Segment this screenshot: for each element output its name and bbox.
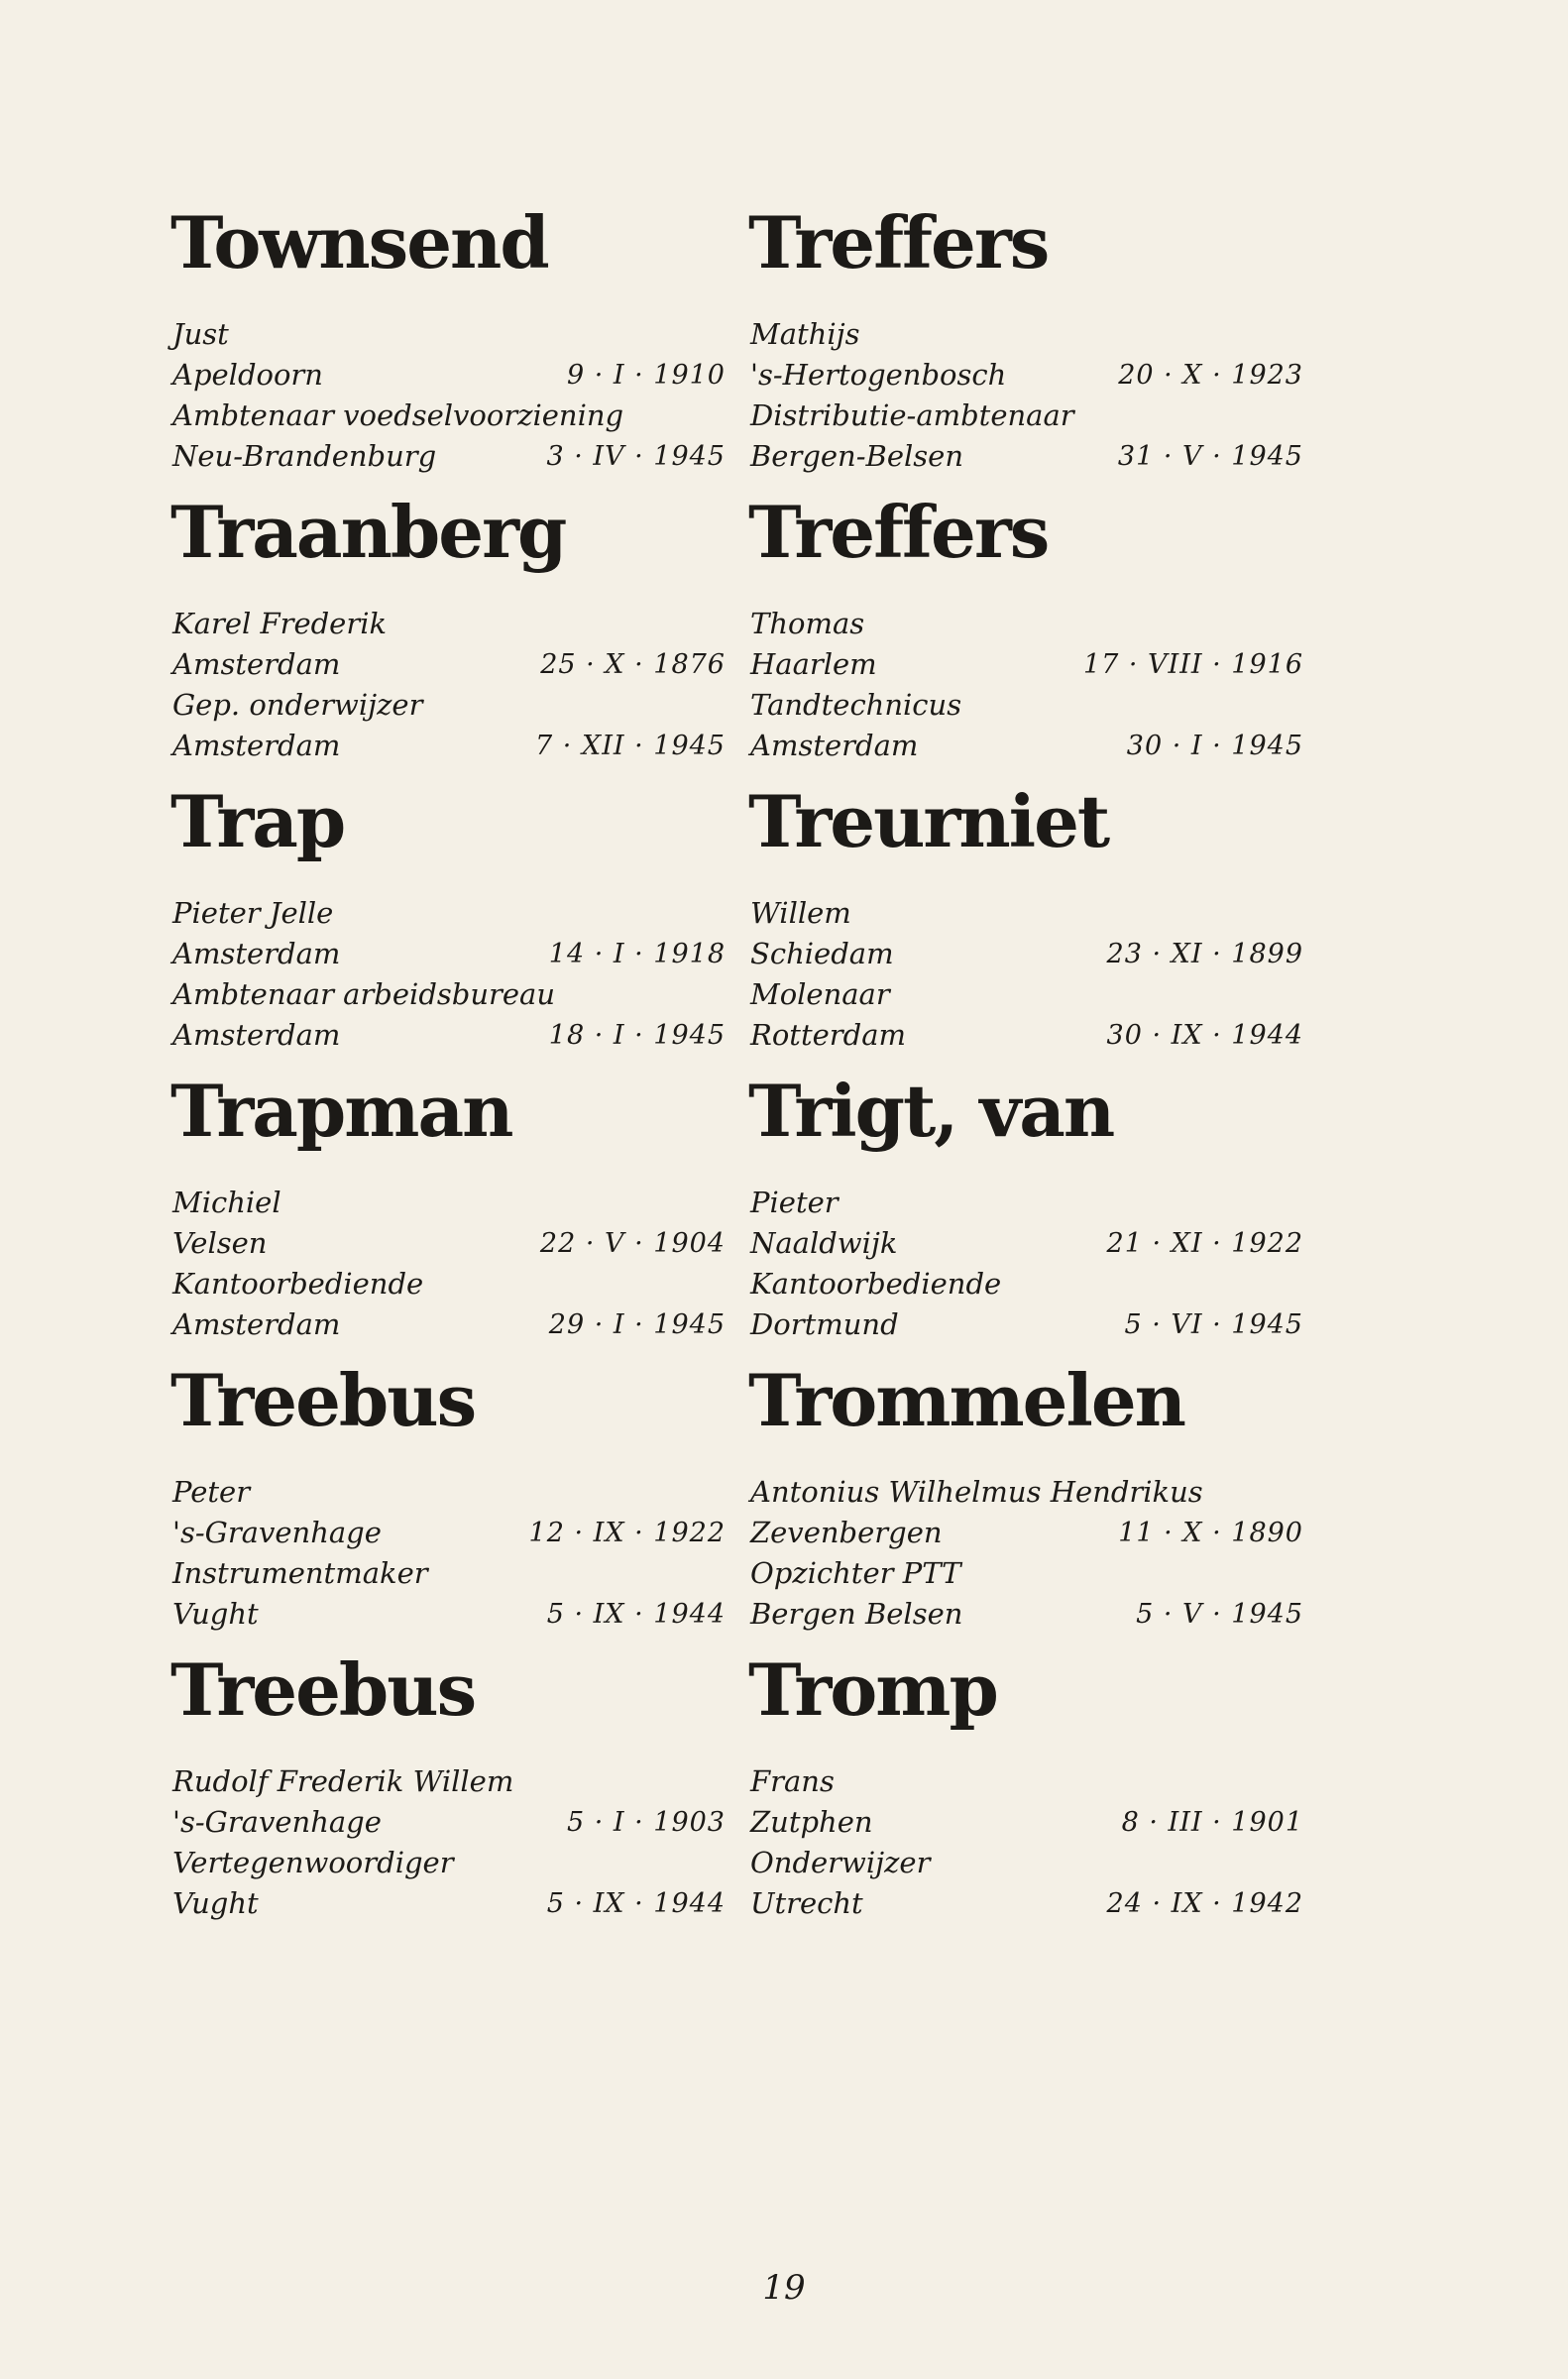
- name-entry: [170, 483, 726, 772]
- death-place: Bergen-Belsen: [750, 439, 964, 473]
- death-place: Amsterdam: [172, 1307, 341, 1341]
- death-date: 31 · V · 1945: [1117, 441, 1303, 472]
- occupation: Molenaar: [750, 977, 890, 1011]
- occupation-row: [748, 685, 1303, 726]
- birth-date: 14 · I · 1918: [548, 939, 726, 969]
- surname-heading: Traanberg: [170, 490, 566, 574]
- first-names: Michiel: [172, 1186, 281, 1219]
- first-names-row: [170, 1472, 726, 1513]
- occupation-row: [748, 1843, 1303, 1883]
- death-date: 18 · I · 1945: [548, 1020, 726, 1051]
- birth-row: [170, 934, 726, 974]
- death-row: [170, 436, 726, 477]
- occupation-row: [170, 974, 726, 1015]
- death-row: [748, 1594, 1303, 1635]
- birth-date: 11 · X · 1890: [1118, 1518, 1303, 1548]
- death-date: 3 · IV · 1945: [546, 441, 726, 472]
- occupation: Tandtechnicus: [750, 688, 962, 722]
- birth-date: 23 · XI · 1899: [1106, 939, 1303, 969]
- birth-date: 25 · X · 1876: [540, 649, 726, 680]
- occupation: Distributie-ambtenaar: [750, 398, 1074, 432]
- death-row: [748, 726, 1303, 766]
- death-place: Vught: [172, 1597, 259, 1631]
- birth-date: 17 · VIII · 1916: [1082, 649, 1303, 680]
- occupation: Instrumentmaker: [172, 1556, 428, 1590]
- birth-place: 's-Gravenhage: [172, 1516, 382, 1549]
- death-date: 30 · IX · 1944: [1106, 1020, 1303, 1051]
- name-entry: [748, 1641, 1303, 1930]
- first-names: Willem: [750, 896, 851, 930]
- first-names: Just: [172, 317, 229, 351]
- first-names-row: [748, 1761, 1303, 1802]
- death-place: Neu-Brandenburg: [172, 439, 437, 473]
- first-names: Rudolf Frederik Willem: [172, 1764, 514, 1798]
- entry-details: [748, 1761, 1303, 1924]
- birth-row: [748, 355, 1303, 396]
- first-names-row: [170, 314, 726, 355]
- entry-details: [170, 604, 726, 766]
- surname-heading: Treffers: [748, 200, 1049, 284]
- surname-heading: Townsend: [170, 200, 548, 284]
- occupation-row: [170, 396, 726, 436]
- birth-place: Apeldoorn: [172, 358, 323, 392]
- entry-details: [748, 314, 1303, 477]
- birth-row: [748, 1802, 1303, 1843]
- birth-place: Amsterdam: [172, 937, 341, 970]
- first-names-row: [748, 893, 1303, 934]
- first-names-row: [748, 314, 1303, 355]
- name-entry: [170, 1351, 726, 1641]
- death-date: 5 · IX · 1944: [546, 1599, 726, 1630]
- death-place: Amsterdam: [172, 729, 341, 762]
- death-row: [748, 1883, 1303, 1924]
- name-entry: [170, 1641, 726, 1930]
- occupation-row: [748, 974, 1303, 1015]
- birth-row: [170, 1802, 726, 1843]
- birth-row: [170, 355, 726, 396]
- death-place: Vught: [172, 1886, 259, 1920]
- occupation: Ambtenaar voedselvoorziening: [172, 398, 624, 432]
- birth-row: [748, 934, 1303, 974]
- entry-details: [170, 893, 726, 1056]
- surname-heading: Treurniet: [748, 779, 1109, 863]
- death-date: 7 · XII · 1945: [535, 731, 726, 761]
- birth-place: Schiedam: [750, 937, 894, 970]
- entry-details: [748, 1183, 1303, 1345]
- first-names-row: [748, 604, 1303, 644]
- death-place: Rotterdam: [750, 1018, 906, 1052]
- occupation: Onderwijzer: [750, 1846, 931, 1879]
- occupation-row: [748, 1264, 1303, 1304]
- surname-heading: Tromp: [748, 1647, 997, 1732]
- birth-row: [170, 1513, 726, 1553]
- birth-row: [170, 644, 726, 685]
- birth-date: 21 · XI · 1922: [1106, 1228, 1303, 1259]
- first-names-row: [170, 1761, 726, 1802]
- death-row: [748, 1304, 1303, 1345]
- death-date: 30 · I · 1945: [1126, 731, 1303, 761]
- name-entry: [748, 772, 1303, 1062]
- death-date: 5 · V · 1945: [1136, 1599, 1303, 1630]
- occupation-row: [748, 1553, 1303, 1594]
- name-entry: [170, 193, 726, 483]
- first-names: Frans: [750, 1764, 835, 1798]
- first-names: Mathijs: [750, 317, 860, 351]
- death-row: [748, 436, 1303, 477]
- birth-place: 's-Hertogenbosch: [750, 358, 1007, 392]
- first-names-row: [170, 1183, 726, 1223]
- death-row: [748, 1015, 1303, 1056]
- occupation: Kantoorbediende: [172, 1267, 424, 1301]
- birth-place: Haarlem: [750, 647, 877, 681]
- first-names-row: [748, 1472, 1303, 1513]
- birth-date: 22 · V · 1904: [539, 1228, 726, 1259]
- right-column: [748, 193, 1303, 1930]
- first-names: Pieter Jelle: [172, 896, 334, 930]
- occupation: Kantoorbediende: [750, 1267, 1002, 1301]
- first-names: Thomas: [750, 607, 865, 640]
- occupation: Opzichter PTT: [750, 1556, 961, 1590]
- birth-place: Velsen: [172, 1226, 268, 1260]
- first-names: Karel Frederik: [172, 607, 388, 640]
- death-place: Dortmund: [750, 1307, 899, 1341]
- death-date: 29 · I · 1945: [548, 1309, 726, 1340]
- name-entry: [170, 772, 726, 1062]
- death-row: [170, 1883, 726, 1924]
- entry-details: [170, 1183, 726, 1345]
- birth-place: Zevenbergen: [750, 1516, 943, 1549]
- entry-details: [748, 893, 1303, 1056]
- entry-details: [170, 314, 726, 477]
- death-place: Amsterdam: [750, 729, 919, 762]
- surname-heading: Trigt, van: [748, 1069, 1114, 1153]
- death-date: 24 · IX · 1942: [1106, 1888, 1303, 1919]
- occupation-row: [748, 396, 1303, 436]
- birth-place: Zutphen: [750, 1805, 873, 1839]
- death-row: [170, 1304, 726, 1345]
- first-names-row: [748, 1183, 1303, 1223]
- name-entry: [748, 483, 1303, 772]
- birth-row: [748, 1513, 1303, 1553]
- first-names: Peter: [172, 1475, 251, 1509]
- surname-heading: Trap: [170, 779, 345, 863]
- entry-details: [748, 1472, 1303, 1635]
- death-place: Bergen Belsen: [750, 1597, 963, 1631]
- surname-heading: Trapman: [170, 1069, 512, 1153]
- birth-date: 8 · III · 1901: [1121, 1807, 1303, 1838]
- first-names: Pieter: [750, 1186, 839, 1219]
- entry-details: [170, 1761, 726, 1924]
- first-names-row: [170, 893, 726, 934]
- entry-details: [170, 1472, 726, 1635]
- page-number: 19: [762, 2268, 806, 2308]
- death-row: [170, 1594, 726, 1635]
- birth-place: Amsterdam: [172, 647, 341, 681]
- occupation: Vertegenwoordiger: [172, 1846, 454, 1879]
- birth-row: [748, 644, 1303, 685]
- death-place: Amsterdam: [172, 1018, 341, 1052]
- occupation-row: [170, 1843, 726, 1883]
- occupation-row: [170, 685, 726, 726]
- birth-date: 20 · X · 1923: [1118, 360, 1303, 391]
- left-column: [170, 193, 726, 1930]
- occupation: Gep. onderwijzer: [172, 688, 423, 722]
- death-date: 5 · VI · 1945: [1124, 1309, 1303, 1340]
- name-entry: [170, 1062, 726, 1351]
- birth-row: [748, 1223, 1303, 1264]
- death-place: Utrecht: [750, 1886, 863, 1920]
- first-names: Antonius Wilhelmus Hendrikus: [750, 1475, 1203, 1509]
- surname-heading: Trommelen: [748, 1358, 1184, 1442]
- birth-place: 's-Gravenhage: [172, 1805, 382, 1839]
- death-row: [170, 726, 726, 766]
- name-entry: [748, 193, 1303, 483]
- death-date: 5 · IX · 1944: [546, 1888, 726, 1919]
- occupation-row: [170, 1264, 726, 1304]
- death-row: [170, 1015, 726, 1056]
- occupation-row: [170, 1553, 726, 1594]
- first-names-row: [170, 604, 726, 644]
- birth-date: 5 · I · 1903: [566, 1807, 726, 1838]
- name-entry: [748, 1062, 1303, 1351]
- occupation: Ambtenaar arbeidsbureau: [172, 977, 555, 1011]
- surname-heading: Treebus: [170, 1647, 476, 1732]
- birth-row: [170, 1223, 726, 1264]
- birth-place: Naaldwijk: [750, 1226, 898, 1260]
- surname-heading: Treebus: [170, 1358, 476, 1442]
- birth-date: 12 · IX · 1922: [528, 1518, 726, 1548]
- entry-details: [748, 604, 1303, 766]
- birth-date: 9 · I · 1910: [566, 360, 726, 391]
- surname-heading: Treffers: [748, 490, 1049, 574]
- name-entry: [748, 1351, 1303, 1641]
